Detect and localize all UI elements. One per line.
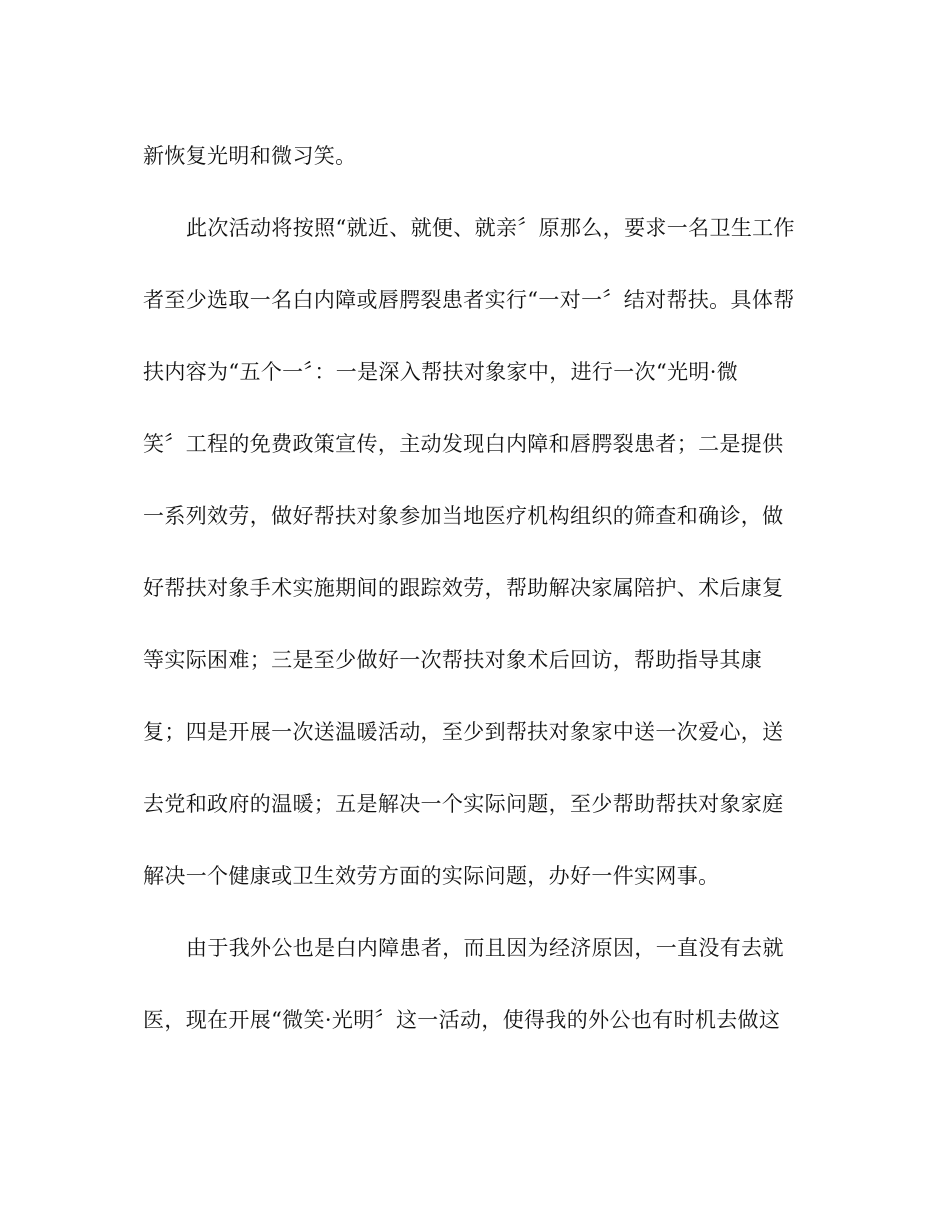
text-line: 好帮扶对象手术实施期间的跟踪效劳，帮助解决家属陪护、术后康复 <box>143 576 784 600</box>
text-line: 者至少选取一名白内障或唇腭裂患者实行“一对一〞结对帮扶。具体帮 <box>143 288 795 312</box>
text-line: 笑〞工程的免费政策宣传，主动发现白内障和唇腭裂患者；二是提供 <box>143 432 784 456</box>
paragraph-start-line: 由于我外公也是白内障患者，而且因为经济原因，一直没有去就 <box>186 936 784 960</box>
paragraph-start-line: 此次活动将按照“就近、就便、就亲〞原那么，要求一名卫生工作 <box>186 216 795 240</box>
text-line: 一系列效劳，做好帮扶对象参加当地医疗机构组织的筛查和确诊，做 <box>143 504 784 528</box>
text-line: 去党和政府的温暖；五是解决一个实际问题，至少帮助帮扶对象家庭 <box>143 792 784 816</box>
text-line: 复；四是开展一次送温暖活动，至少到帮扶对象家中送一次爱心，送 <box>143 720 784 744</box>
text-line: 扶内容为“五个一〞：一是深入帮扶对象家中，进行一次“光明·微 <box>143 360 739 384</box>
text-line: 医，现在开展“微笑·光明〞这一活动，使得我的外公也有时机去做这 <box>143 1008 781 1032</box>
text-line: 等实际困难；三是至少做好一次帮扶对象术后回访，帮助指导其康 <box>143 648 763 672</box>
text-line: 新恢复光明和微习笑。 <box>143 144 357 168</box>
text-line: 解决一个健康或卫生效劳方面的实际问题，办好一件实网事。 <box>143 864 720 888</box>
